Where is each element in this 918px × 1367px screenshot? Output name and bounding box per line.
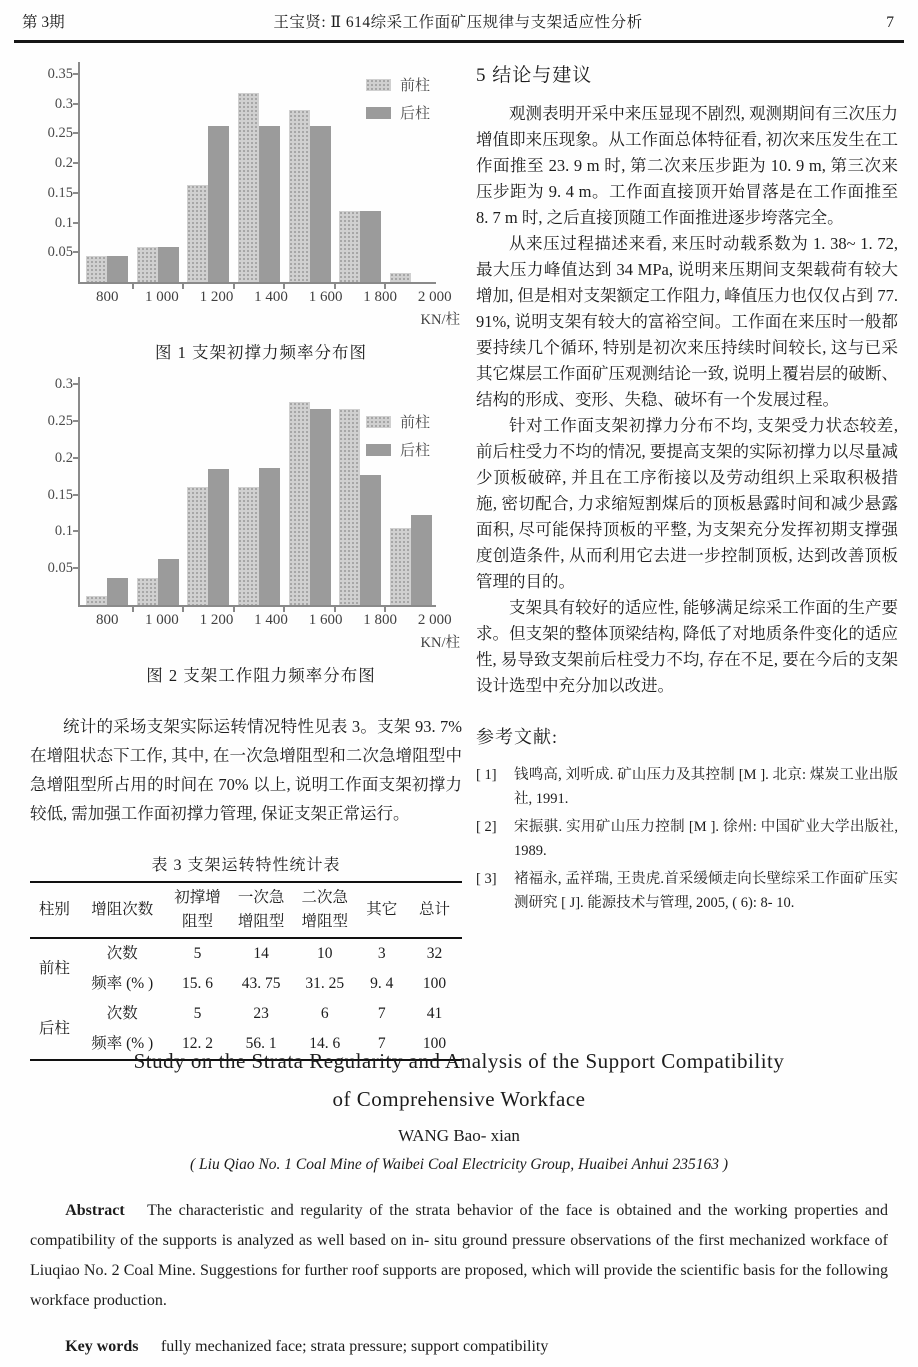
table-cell: 7 [377, 1005, 386, 1022]
legend-label: 前柱 [399, 78, 430, 94]
y-tick-label: 0.15 [47, 486, 73, 503]
rear-column-bar [310, 409, 331, 605]
abstract-paragraph [30, 1196, 888, 1316]
english-title-line-1: Study on the Strata Regularity and Analysis of the Support Compatibility [133, 1049, 785, 1073]
front-column-bar [86, 596, 107, 605]
y-tick-mark [73, 222, 80, 224]
y-tick-mark [73, 103, 80, 105]
chart-plot-area [47, 376, 436, 607]
col-header-qita: 其它 [366, 901, 398, 918]
front-column-bar [238, 487, 259, 605]
row-group-front-column: 前柱 [38, 960, 70, 977]
reference-text: 褚福永, 孟祥瑞, 王贵虎.首采缓倾走向长壁综采工作面矿压实测研究 [ J]. 能源技术与管理, 2005, ( 6): 8- 10. [514, 871, 898, 911]
keywords-label: Key words [65, 1338, 139, 1355]
keywords-paragraph [30, 1332, 888, 1362]
x-tick-label: 1 200 [199, 612, 234, 628]
x-axis-tick [182, 282, 184, 289]
english-affiliation: ( Liu Qiao No. 1 Coal Mine of Waibei Coal Electricity Group, Huaibei Anhui 235163 ) [189, 1156, 729, 1173]
table-cell: 9. 4 [370, 975, 394, 992]
reference-3 [476, 867, 898, 915]
row-label: 频率 (% ) [91, 975, 154, 992]
front-column-bar [339, 211, 360, 282]
col-header-chuchengzengzu: 初撑增阻型 [174, 889, 221, 930]
x-axis-tick [334, 605, 336, 612]
front-column-bar [390, 528, 411, 605]
conclusion-paragraph-4: 支架具有较好的适应性, 能够满足综采工作面的生产要求。但支架的整体顶梁结构, 降低了对地质条件变化的适应性, 易导致支架前后柱受力不均, 存在不足, 要在今后的支架设计选型中充分加以改进。 [476, 598, 898, 695]
running-title: 王宝贤: Ⅱ 614综采工作面矿压规律与支架适应性分析 [273, 14, 643, 31]
y-tick-label: 0.15 [47, 184, 73, 201]
x-tick-label: 1 000 [144, 612, 179, 628]
rear-column-bar [208, 469, 229, 605]
table-cell: 7 [377, 1035, 386, 1052]
bar-group [133, 559, 184, 605]
chart-legend [366, 74, 430, 130]
front-column-bar [339, 409, 360, 605]
figure-1-caption: 图 1 支架初撑力频率分布图 [155, 343, 367, 362]
table-cell: 5 [193, 945, 202, 962]
english-title [30, 1042, 888, 1118]
legend-entry [366, 439, 430, 460]
y-tick-label: 0.2 [54, 449, 73, 466]
col-header-zhubie: 柱别 [38, 901, 70, 918]
bar-group [183, 126, 234, 282]
section-heading: 5 结论与建议 [476, 65, 593, 86]
bar-group [183, 469, 234, 605]
front-column-bar [137, 247, 158, 282]
reference-label: [ 3] [476, 871, 497, 887]
bar-group [133, 247, 184, 282]
english-abstract-block [30, 1042, 888, 1367]
table-row [30, 999, 462, 1029]
x-axis-tick [384, 282, 386, 289]
x-tick-label: 1 800 [363, 612, 398, 628]
x-tick-label: 1 600 [308, 612, 343, 628]
legend-label: 后柱 [399, 106, 430, 122]
row-label: 次数 [106, 1005, 138, 1022]
rear-column-bar [259, 468, 280, 605]
rear-column-bar [360, 475, 381, 605]
rear-column-bar [360, 211, 381, 282]
bar-group [82, 578, 133, 605]
bar-group [234, 468, 285, 605]
y-tick-label: 0.05 [47, 560, 73, 577]
chart-plot-area [47, 62, 436, 284]
front-column-bar [390, 273, 411, 282]
page-number: 7 [886, 14, 894, 31]
rear-column-bar [310, 126, 331, 282]
reference-1 [476, 763, 898, 811]
table-3-title: 表 3 支架运转特性统计表 [151, 857, 341, 874]
right-column [476, 60, 898, 919]
bar-group [385, 273, 436, 282]
rear-column-bar [107, 578, 128, 605]
page-header [14, 10, 904, 32]
y-tick-mark [73, 251, 80, 253]
keywords-text: fully mechanized face; strata pressure; support compatibility [160, 1338, 549, 1355]
x-axis-tick [233, 605, 235, 612]
front-column-swatch [366, 416, 391, 428]
y-tick-mark [73, 457, 80, 459]
table-cell: 56. 1 [245, 1035, 277, 1052]
reference-text: 钱鸣高, 刘听成. 矿山压力及其控制 [M ]. 北京: 煤炭工业出版社, 1991. [514, 767, 898, 807]
table-cell: 12. 2 [182, 1035, 214, 1052]
conclusion-paragraph-1: 观测表明开采中来压显现不剧烈, 观测期间有三次压力增值即来压现象。从工作面总体特征看, 初次来压发生在工作面推至 23. 9 m 时, 第二次来压步距为 10. 9 m, 第三次来压步距为 9. 4 m。工作面直接顶开始冒落是在工作面推至 8. 7 m 时, 之后直接顶随工作面推进逐步垮落完全。 [476, 104, 898, 227]
rear-column-swatch [366, 444, 391, 456]
conclusion-paragraph-2: 从来压过程描述来看, 来压时动载系数为 1. 38~ 1. 72, 最大压力峰值达到 34 MPa, 说明来压期间支架载荷有较大增加, 但是相对支架额定工作阻力, 峰值压力也仅仅占到 77. 91%, 说明支架有较大的富裕空间。工作面在来压时一般都要持续几个循环, 特别是初次来压持续时间较长, 这与已采其它煤层工作面矿压观测结论一致, 说明上覆岩层的破断、结构的形成、变形、失稳、破坏有一个发展过程。 [476, 234, 899, 409]
table-cell: 100 [422, 1035, 447, 1052]
rear-column-bar [411, 515, 432, 605]
bar-group [385, 515, 436, 605]
x-axis-tick [233, 282, 235, 289]
figure-1-bar-chart [47, 62, 462, 329]
rear-column-bar [208, 126, 229, 282]
conclusion-paragraph-3: 针对工作面支架初撑力分布不均, 支架受力状态较差, 前后柱受力不均的情况, 要提高支架的实际初撑力以尽量减少顶板破碎, 并且在工序衔接以及劳动组织上采取积极措施, 密切配合, 力求缩短割煤后的顶板悬露时间和减少悬露面积, 尽可能保持顶板的平整, 为支架充分发挥初期支撑强度创造条件, 从而利用它去进一步控制顶板, 达到改善顶板管理的目的。 [476, 416, 898, 591]
y-tick-label: 0.05 [47, 244, 73, 261]
legend-label: 后柱 [399, 443, 430, 459]
table-cell: 32 [426, 945, 443, 962]
y-tick-mark [73, 192, 80, 194]
y-tick-label: 0.35 [47, 65, 73, 82]
reference-2 [476, 815, 898, 863]
chart-legend [366, 411, 430, 467]
table-cell: 6 [320, 1005, 329, 1022]
col-header-yiciji: 一次急增阻型 [237, 889, 285, 930]
table-header-row [30, 882, 462, 938]
table-3 [30, 881, 462, 1061]
legend-entry [366, 74, 430, 95]
table-cell: 31. 25 [305, 975, 345, 992]
legend-label: 前柱 [399, 415, 430, 431]
y-tick-mark [73, 132, 80, 134]
bar-group [284, 110, 335, 282]
table-cell: 3 [377, 945, 386, 962]
table-cell: 41 [426, 1005, 443, 1022]
bar-group [82, 256, 133, 282]
y-tick-mark [73, 162, 80, 164]
figure-2-caption: 图 2 支架工作阻力频率分布图 [146, 666, 376, 685]
reference-label: [ 2] [476, 819, 497, 835]
y-tick-label: 0.1 [54, 214, 73, 231]
table-cell: 100 [422, 975, 447, 992]
x-axis-tick [132, 282, 134, 289]
front-column-bar [289, 402, 310, 605]
rear-column-bar [107, 256, 128, 282]
col-header-zongji: 总计 [419, 901, 451, 918]
table-cell: 14. 6 [309, 1035, 341, 1052]
x-tick-label: 2 000 [417, 289, 452, 305]
y-tick-mark [73, 567, 80, 569]
x-axis-unit: KN/柱 [420, 312, 460, 328]
bar-group [234, 93, 285, 282]
table-cell: 14 [253, 945, 269, 962]
reference-label: [ 1] [476, 767, 497, 783]
x-axis-tick [334, 282, 336, 289]
rear-column-bar [158, 247, 179, 282]
table-row [30, 938, 462, 969]
bar-group [335, 211, 386, 282]
x-tick-label: 1 200 [199, 289, 234, 305]
x-tick-label: 800 [96, 289, 119, 305]
col-header-erciji: 二次急增阻型 [301, 889, 348, 930]
table-cell: 5 [193, 1005, 202, 1022]
front-column-bar [238, 93, 259, 282]
legend-entry [366, 102, 430, 123]
row-group-rear-column: 后柱 [38, 1020, 70, 1037]
abstract-text: The characteristic and regularity of the strata behavior of the face is obtained and the working properties and compatibility of the supports is analyzed as well based on in- situ ground pressure observations of the first mechanized workface of Liuqiao No. 2 Coal Mine. Suggestions for further roof supports are proposed, which will provide the scientific basis for the following workface production. [30, 1202, 888, 1309]
x-axis-tick [384, 605, 386, 612]
y-tick-label: 0.1 [54, 523, 73, 540]
reference-text: 宋振骐. 实用矿山压力控制 [M ]. 徐州: 中国矿业大学出版社, 1989. [514, 819, 898, 859]
y-tick-mark [73, 420, 80, 422]
y-tick-label: 0.25 [47, 125, 73, 142]
table-cell: 15. 6 [182, 975, 214, 992]
y-tick-label: 0.3 [54, 95, 73, 112]
journal-issue: 第 3期 [22, 14, 65, 31]
y-tick-label: 0.3 [54, 376, 73, 393]
abstract-label: Abstract [65, 1202, 125, 1219]
x-tick-label: 1 600 [308, 289, 343, 305]
x-tick-label: 1 400 [254, 612, 288, 628]
references-heading: 参考文献: [476, 727, 559, 747]
x-tick-labels [80, 289, 462, 306]
front-column-bar [187, 185, 208, 282]
row-label: 次数 [106, 945, 138, 962]
x-tick-label: 1 800 [363, 289, 398, 305]
y-tick-mark [73, 383, 80, 385]
table-row [30, 969, 462, 999]
x-axis-unit: KN/柱 [420, 635, 460, 651]
rear-column-bar [158, 559, 179, 605]
row-label: 频率 (% ) [91, 1035, 154, 1052]
x-axis-tick [283, 605, 285, 612]
y-tick-label: 0.25 [47, 413, 73, 430]
header-rule [14, 40, 904, 43]
left-paragraph: 统计的采场支架实际运转情况特性见表 3。支架 93. 7%在增阻状态下工作, 其中, 在一次急增阻型和二次急增阻型中急增阻型所占用的时间在 70% 以上, 说明工作面支架初撑力较低, 需加强工作面初撑力管理, 保证支架正常运行。 [30, 717, 462, 823]
figure-2-bar-chart [47, 376, 462, 652]
table-cell: 10 [316, 945, 333, 962]
front-column-bar [137, 578, 158, 605]
y-tick-label: 0.2 [54, 155, 73, 172]
bar-group [284, 402, 335, 605]
rear-column-bar [259, 126, 280, 282]
x-tick-label: 2 000 [417, 612, 452, 628]
x-axis-tick [182, 605, 184, 612]
left-column [30, 62, 462, 1061]
english-title-line-2: of Comprehensive Workface [332, 1087, 586, 1111]
english-author: WANG Bao- xian [398, 1126, 520, 1145]
y-tick-mark [73, 494, 80, 496]
x-tick-label: 800 [96, 612, 119, 628]
front-column-bar [289, 110, 310, 282]
y-tick-mark [73, 530, 80, 532]
x-axis-tick [132, 605, 134, 612]
front-column-swatch [366, 79, 391, 91]
col-header-zengzu-cishu: 增阻次数 [91, 901, 154, 918]
front-column-bar [187, 487, 208, 605]
y-tick-mark [73, 73, 80, 75]
x-tick-label: 1 000 [144, 289, 179, 305]
front-column-bar [86, 256, 107, 282]
x-tick-label: 1 400 [254, 289, 288, 305]
x-tick-labels [80, 612, 462, 629]
legend-entry [366, 411, 430, 432]
table-cell: 43. 75 [241, 975, 281, 992]
table-cell: 23 [253, 1005, 269, 1022]
rear-column-swatch [366, 107, 391, 119]
x-axis-tick [283, 282, 285, 289]
